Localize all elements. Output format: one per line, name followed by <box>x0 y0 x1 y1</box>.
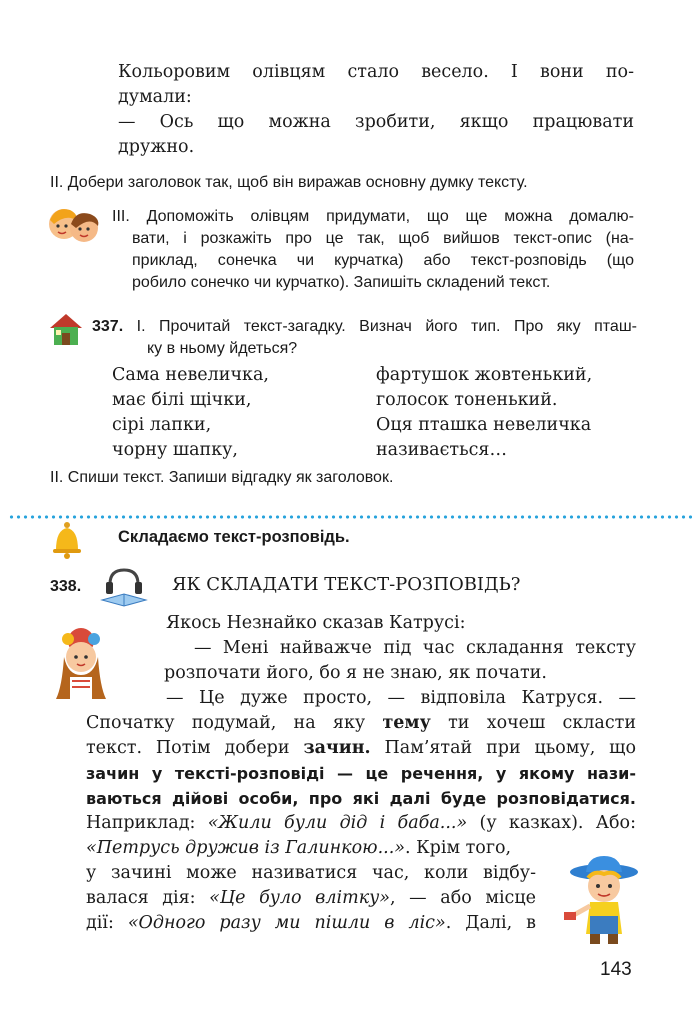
intro-paragraph <box>118 60 634 157</box>
section-title: Складаємо текст-розповідь. <box>118 528 350 546</box>
body-line: розпочати його, бо я не знаю, як почати. <box>164 663 547 683</box>
poem-line: чорну шапку, <box>112 440 238 460</box>
body-line <box>86 836 636 861</box>
exercise-number: 338. <box>50 578 82 595</box>
intro-line: думали: <box>118 87 192 107</box>
body-text: текст. Потім добери <box>86 738 304 758</box>
headphones-book-icon <box>100 566 150 608</box>
task-3-line: III. Допоможіть олівцям придумати, що ще можна домалю- <box>112 208 634 225</box>
body-text: Пам’ятай при цьому, що <box>370 738 636 758</box>
body-line <box>86 911 536 936</box>
body-line <box>86 736 636 761</box>
bold-term: тему <box>382 713 431 733</box>
body-text: (у казках). Або: <box>467 813 636 833</box>
exercise-338-title: ЯК СКЛАДАТИ ТЕКСТ-РОЗПОВІДЬ? <box>172 574 521 595</box>
body-text: ти хочеш скласти <box>430 713 636 733</box>
body-line <box>86 811 636 836</box>
example-text: «Одного разу ми пішли в ліс» <box>127 913 446 933</box>
body-text: валася дія: <box>86 888 210 908</box>
intro-line: дружно. <box>118 137 195 157</box>
body-line <box>86 711 636 736</box>
exercise-337-text: І. Прочитай текст-загадку. Визнач його тип. Про яку пташ- <box>136 318 637 335</box>
exercise-337-line <box>92 316 637 338</box>
body-text: Спочатку подумай, на яку <box>86 713 383 733</box>
task-2: II. Добери заголовок так, щоб він виражав основну думку тексту. <box>50 174 528 191</box>
poem-line: сірі лапки, <box>112 415 212 435</box>
exercise-337-line: ку в ньому йдеться? <box>147 340 298 357</box>
page-number: 143 <box>600 959 632 980</box>
bell-icon <box>50 520 84 560</box>
rule-line: зачин у тексті-розповіді — це речення, у якому нази- <box>86 764 636 783</box>
poem-line: Сама невеличка, <box>112 365 269 385</box>
intro-line: — Ось що можна зробити, якщо працювати <box>118 112 634 132</box>
dialogue-text: — Це дуже просто, — відповіла Катруся. — <box>166 688 636 708</box>
bold-term: зачин. <box>303 738 371 758</box>
body-line <box>86 686 636 711</box>
example-text: «Петрусь дружив із Галинкою...» <box>86 838 405 858</box>
body-text: Наприклад: <box>86 813 208 833</box>
children-icon <box>46 202 102 246</box>
rule-line: ваються дійові особи, про які далі буде розповідатися. <box>86 789 636 808</box>
exercise-337 <box>92 316 637 360</box>
body-line <box>86 886 536 911</box>
house-icon <box>48 312 84 346</box>
poem-line: Оця пташка невеличка <box>376 415 592 435</box>
example-text: «Жили були дід і баба...» <box>207 813 468 833</box>
body-text: , — або місце <box>390 888 536 908</box>
body-line: — Мені найважче під час складання тексту <box>194 638 636 658</box>
poem-line: фартушок жовтенький, <box>376 365 593 385</box>
exercise-337-task-2: II. Спиши текст. Запиши відгадку як заголовок. <box>50 469 394 486</box>
poem-line: голосок тоненький. <box>376 390 558 410</box>
body-text: . Крім того, <box>404 838 512 858</box>
poem-right <box>376 363 646 463</box>
body-text: . Далі, в <box>445 913 536 933</box>
body-line: у зачині може називатися час, коли відбу- <box>86 863 536 883</box>
exercise-338-body <box>86 611 636 936</box>
task-3-line: робило сонечко чи курчатко). Запишіть складений текст. <box>132 274 551 291</box>
section-divider <box>8 515 692 519</box>
example-text: «Це було влітку» <box>209 888 391 908</box>
poem-line: називається… <box>376 440 507 460</box>
intro-line: Кольоровим олівцям стало весело. І вони по- <box>118 62 634 82</box>
body-line: Якось Незнайко сказав Катрусі: <box>166 613 466 633</box>
task-3 <box>112 206 634 294</box>
poem-left <box>112 363 352 463</box>
task-3-line: приклад, сонечка чи курчатка) або текст-розповідь (що <box>132 252 634 269</box>
exercise-number: 337. <box>92 318 124 335</box>
task-3-line: вати, і розкажіть про це так, щоб вийшов текст-опис (на- <box>132 230 634 247</box>
body-text: дії: <box>86 913 128 933</box>
poem-line: має білі щічки, <box>112 390 252 410</box>
boy-illustration <box>560 856 644 946</box>
